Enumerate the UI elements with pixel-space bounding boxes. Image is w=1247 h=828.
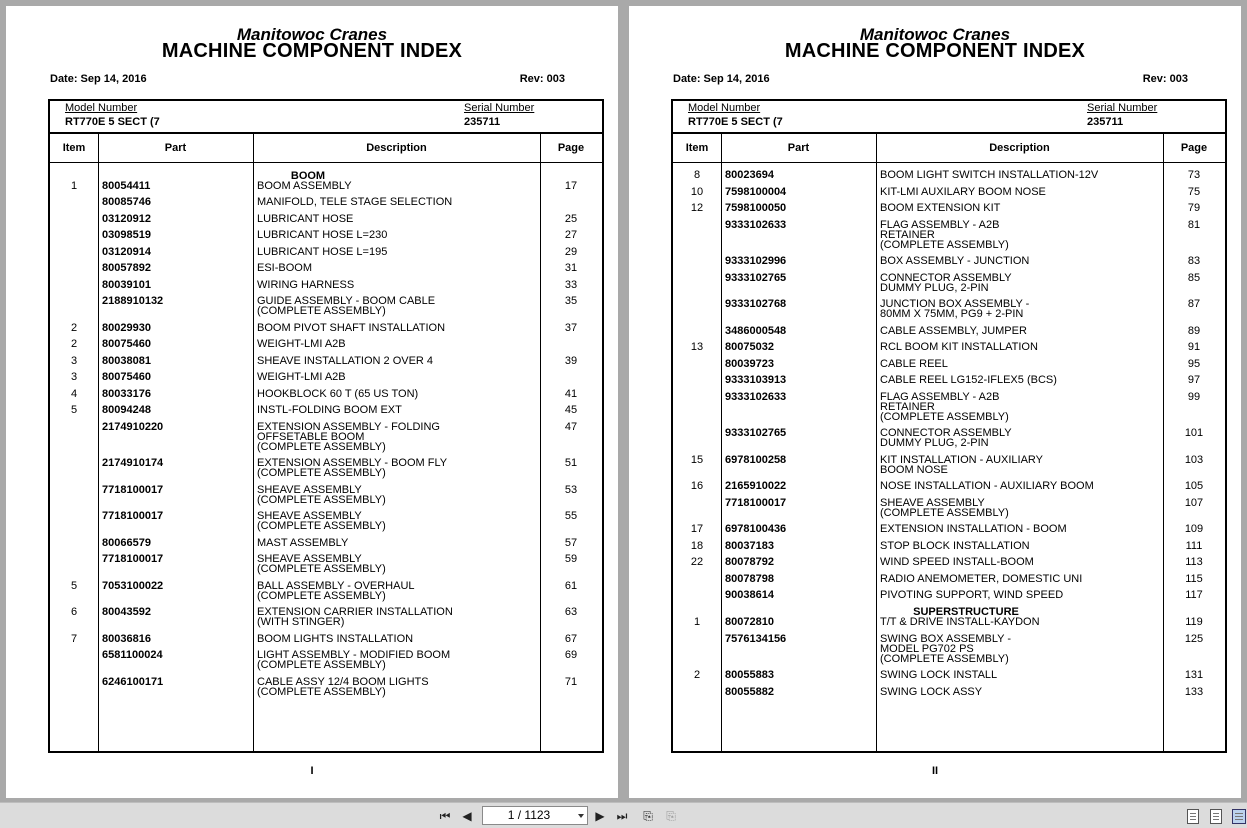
part-number-cell: 80055882 xyxy=(725,686,774,698)
description-cell: CONNECTOR ASSEMBLY DUMMY PLUG, 2-PIN xyxy=(880,427,1012,449)
page-cell[interactable]: 133 xyxy=(1184,686,1204,698)
description-cell: SHEAVE ASSEMBLY (COMPLETE ASSEMBLY) xyxy=(257,510,386,532)
part-number-cell: 7576134156 xyxy=(725,633,787,645)
page-cell[interactable]: 25 xyxy=(564,213,578,225)
page-cell[interactable]: 53 xyxy=(564,484,578,496)
description-cell: WIRING HARNESS xyxy=(257,279,355,291)
description-cell: SHEAVE ASSEMBLY (COMPLETE ASSEMBLY) xyxy=(880,497,1009,519)
description-cell: CABLE ASSY 12/4 BOOM LIGHTS (COMPLETE ASSEMBLY) xyxy=(257,676,429,698)
page-indicator: 1 / 1123 xyxy=(507,808,551,822)
model-number-label: Model Number xyxy=(688,102,761,114)
page-cell[interactable]: 113 xyxy=(1185,556,1203,568)
page-cell[interactable]: 107 xyxy=(1184,497,1204,509)
part-number-cell: 80078792 xyxy=(725,556,774,568)
description-cell: T/T & DRIVE INSTALL-KAYDON xyxy=(880,616,1040,628)
page-cell[interactable]: 109 xyxy=(1184,523,1204,535)
page-cell[interactable]: 37 xyxy=(564,322,578,334)
description-cell: SHEAVE ASSEMBLY (COMPLETE ASSEMBLY) xyxy=(257,484,386,506)
part-number-cell: 80039723 xyxy=(725,358,774,370)
document-revision: Rev: 003 xyxy=(519,73,565,85)
column-header-part: Part xyxy=(164,142,187,154)
part-number-cell: 2174910174 xyxy=(102,457,164,469)
page-number-input[interactable] xyxy=(482,806,588,825)
page-cell[interactable]: 41 xyxy=(564,388,578,400)
description-cell: BOX ASSEMBLY - JUNCTION xyxy=(880,255,1030,267)
item-cell: 2 xyxy=(70,338,78,350)
item-cell: 7 xyxy=(70,633,78,645)
description-cell: EXTENSION ASSEMBLY - BOOM FLY (COMPLETE ASSEMBLY) xyxy=(257,457,448,479)
part-number-cell: 80066579 xyxy=(102,537,151,549)
last-page-icon[interactable]: ⏭ xyxy=(616,809,628,823)
previous-page-icon[interactable]: ◀ xyxy=(462,809,472,823)
page-cell[interactable]: 115 xyxy=(1185,573,1203,585)
part-number-cell: 80094248 xyxy=(102,404,151,416)
page-cell[interactable]: 35 xyxy=(564,295,578,307)
page-cell[interactable]: 95 xyxy=(1187,358,1201,370)
part-number-cell: 6581100024 xyxy=(102,649,163,661)
item-cell: 2 xyxy=(70,322,78,334)
part-number-cell: 7053100022 xyxy=(102,580,164,592)
page-cell[interactable]: 99 xyxy=(1187,391,1201,403)
description-cell: MAST ASSEMBLY xyxy=(257,537,349,549)
description-cell: BOOM PIVOT SHAFT INSTALLATION xyxy=(257,322,446,334)
page-cell[interactable]: 101 xyxy=(1184,427,1204,439)
section-heading: SUPERSTRUCTURE xyxy=(913,606,1019,618)
part-number-cell: 7718100017 xyxy=(102,553,164,565)
part-number-cell: 80078798 xyxy=(725,573,774,585)
first-page-icon[interactable]: ⏮ xyxy=(439,809,451,823)
description-cell: KIT-LMI AUXILARY BOOM NOSE xyxy=(880,186,1046,198)
part-number-cell: 2165910022 xyxy=(725,480,787,492)
description-cell: CABLE REEL LG152-IFLEX5 (BCS) xyxy=(880,374,1057,386)
part-number-cell: 9333102633 xyxy=(725,391,787,403)
go-back-icon[interactable]: ⎘ xyxy=(643,809,653,823)
page-cell[interactable]: 79 xyxy=(1187,202,1201,214)
description-cell: BALL ASSEMBLY - OVERHAUL (COMPLETE ASSEMBLY) xyxy=(257,580,415,602)
part-number-cell: 9333102765 xyxy=(725,427,787,439)
page-cell[interactable]: 73 xyxy=(1187,169,1201,181)
description-cell: FLAG ASSEMBLY - A2B RETAINER (COMPLETE ASSEMBLY) xyxy=(880,219,1009,251)
part-number-cell: 6978100436 xyxy=(725,523,787,535)
company-name: Manitowoc Cranes xyxy=(236,25,388,44)
description-cell: NOSE INSTALLATION - AUXILIARY BOOM xyxy=(880,480,1094,492)
part-number-cell: 2188910132 xyxy=(102,295,164,307)
model-number-value: RT770E 5 SECT (7 xyxy=(688,116,783,128)
part-number-cell: 80072810 xyxy=(725,616,774,628)
part-number-cell: 80038081 xyxy=(102,355,151,367)
model-serial-header xyxy=(50,101,602,134)
part-number-cell: 3486000548 xyxy=(725,325,787,337)
continuous-view-icon[interactable] xyxy=(1210,809,1222,824)
part-number-cell: 80075460 xyxy=(102,338,151,350)
description-cell: PIVOTING SUPPORT, WIND SPEED xyxy=(880,589,1064,601)
document-page-right xyxy=(629,6,1241,798)
document-page-left xyxy=(6,6,618,798)
page-cell[interactable]: 27 xyxy=(564,229,578,241)
description-cell: CABLE REEL xyxy=(880,358,948,370)
page-number: II xyxy=(931,765,939,777)
section-heading: BOOM xyxy=(290,170,326,182)
item-cell: 12 xyxy=(690,202,704,214)
description-cell: WEIGHT-LMI A2B xyxy=(257,338,346,350)
item-cell: 16 xyxy=(690,480,704,492)
part-number-cell: 80033176 xyxy=(102,388,151,400)
item-cell: 15 xyxy=(690,454,704,466)
description-cell: BOOM LIGHT SWITCH INSTALLATION-12V xyxy=(880,169,1099,181)
item-cell: 22 xyxy=(690,556,704,568)
description-cell: GUIDE ASSEMBLY - BOOM CABLE (COMPLETE ASSEMBLY) xyxy=(257,295,436,317)
part-number-cell: 9333103913 xyxy=(725,374,787,386)
page-cell[interactable]: 55 xyxy=(564,510,578,522)
page-cell[interactable]: 51 xyxy=(564,457,578,469)
part-number-cell: 6246100171 xyxy=(102,676,164,688)
page-cell[interactable]: 75 xyxy=(1187,186,1201,198)
description-cell: KIT INSTALLATION - AUXILIARY BOOM NOSE xyxy=(880,454,1044,476)
description-cell: EXTENSION CARRIER INSTALLATION (WITH STINGER) xyxy=(257,606,453,628)
page-cell[interactable]: 85 xyxy=(1187,272,1201,284)
description-cell: LUBRICANT HOSE L=195 xyxy=(257,246,388,258)
page-cell[interactable]: 91 xyxy=(1187,341,1201,353)
document-title: MACHINE COMPONENT INDEX xyxy=(784,40,1086,62)
page-cell[interactable]: 83 xyxy=(1187,255,1201,267)
page-cell[interactable]: 31 xyxy=(564,262,578,274)
page-cell[interactable]: 103 xyxy=(1184,454,1204,466)
chevron-down-icon[interactable] xyxy=(578,814,584,818)
page-cell[interactable]: 111 xyxy=(1185,540,1203,552)
item-cell: 3 xyxy=(70,355,78,367)
description-cell: CONNECTOR ASSEMBLY DUMMY PLUG, 2-PIN xyxy=(880,272,1012,294)
document-date: Date: Sep 14, 2016 xyxy=(50,73,147,85)
page-cell[interactable]: 63 xyxy=(564,606,578,618)
part-number-cell: 03120914 xyxy=(102,246,151,258)
page-cell[interactable]: 87 xyxy=(1187,298,1201,310)
description-cell: BOOM LIGHTS INSTALLATION xyxy=(257,633,414,645)
page-cell[interactable]: 67 xyxy=(564,633,578,645)
page-cell[interactable]: 39 xyxy=(564,355,578,367)
item-cell: 6 xyxy=(70,606,78,618)
serial-number-value: 235711 xyxy=(464,116,501,128)
next-page-icon[interactable]: ▶ xyxy=(595,809,605,823)
item-cell: 5 xyxy=(70,580,78,592)
part-number-cell: 90038614 xyxy=(725,589,774,601)
model-number-label: Model Number xyxy=(65,102,138,114)
document-title: MACHINE COMPONENT INDEX xyxy=(161,40,463,62)
description-cell: RADIO ANEMOMETER, DOMESTIC UNI xyxy=(880,573,1083,585)
description-cell: ESI-BOOM xyxy=(257,262,313,274)
page-cell[interactable]: 29 xyxy=(564,246,578,258)
part-number-cell: 80054411 xyxy=(102,180,151,192)
part-number-cell: 9333102765 xyxy=(725,272,787,284)
page-cell[interactable]: 45 xyxy=(564,404,578,416)
column-header-page: Page xyxy=(557,142,585,154)
part-number-cell: 80055883 xyxy=(725,669,774,681)
description-cell: HOOKBLOCK 60 T (65 US TON) xyxy=(257,388,419,400)
description-cell: LUBRICANT HOSE L=230 xyxy=(257,229,388,241)
page-cell[interactable]: 71 xyxy=(564,676,578,688)
part-number-cell: 80075032 xyxy=(725,341,774,353)
description-cell: EXTENSION INSTALLATION - BOOM xyxy=(880,523,1067,535)
description-cell: EXTENSION ASSEMBLY - FOLDING OFFSETABLE BOOM (COMPLETE ASSEMBLY) xyxy=(257,421,440,453)
description-cell: SHEAVE ASSEMBLY (COMPLETE ASSEMBLY) xyxy=(257,553,386,575)
part-number-cell: 7718100017 xyxy=(102,484,164,496)
serial-number-value: 235711 xyxy=(1087,116,1124,128)
item-cell: 1 xyxy=(693,616,701,628)
description-cell: LUBRICANT HOSE xyxy=(257,213,354,225)
page-cell[interactable]: 117 xyxy=(1185,589,1203,601)
company-name: Manitowoc Cranes xyxy=(859,25,1011,44)
document-revision: Rev: 003 xyxy=(1142,73,1188,85)
item-cell: 4 xyxy=(70,388,78,400)
description-cell: SWING LOCK ASSY xyxy=(880,686,983,698)
part-number-cell: 7598100004 xyxy=(725,186,787,198)
page-cell[interactable]: 89 xyxy=(1187,325,1201,337)
description-cell: JUNCTION BOX ASSEMBLY - 80MM X 75MM, PG9 + 2-PIN xyxy=(880,298,1030,320)
description-cell: LIGHT ASSEMBLY - MODIFIED BOOM (COMPLETE ASSEMBLY) xyxy=(257,649,451,671)
item-cell: 17 xyxy=(690,523,704,535)
component-table xyxy=(48,99,604,753)
part-number-cell: 80036816 xyxy=(102,633,151,645)
item-cell: 18 xyxy=(690,540,704,552)
document-date: Date: Sep 14, 2016 xyxy=(673,73,770,85)
description-cell: FLAG ASSEMBLY - A2B RETAINER (COMPLETE ASSEMBLY) xyxy=(880,391,1009,423)
description-cell: MANIFOLD, TELE STAGE SELECTION xyxy=(257,196,453,208)
part-number-cell: 80057892 xyxy=(102,262,151,274)
part-number-cell: 03098519 xyxy=(102,229,151,241)
part-number-cell: 7718100017 xyxy=(725,497,787,509)
single-page-view-icon[interactable] xyxy=(1187,809,1199,824)
description-cell: WIND SPEED INSTALL-BOOM xyxy=(880,556,1034,568)
description-cell: WEIGHT-LMI A2B xyxy=(257,371,346,383)
column-header-row xyxy=(673,134,1225,163)
part-number-cell: 80023694 xyxy=(725,169,774,181)
page-cell[interactable]: 125 xyxy=(1184,633,1204,645)
description-cell: SWING BOX ASSEMBLY - MODEL PG702 PS (COMPLETE ASSEMBLY) xyxy=(880,633,1012,665)
part-number-cell: 7598100050 xyxy=(725,202,787,214)
viewer-toolbar xyxy=(0,802,1247,828)
column-header-row xyxy=(50,134,602,163)
description-cell: INSTL-FOLDING BOOM EXT xyxy=(257,404,402,416)
part-number-cell: 7718100017 xyxy=(102,510,164,522)
column-header-item: Item xyxy=(62,142,86,154)
item-cell: 10 xyxy=(690,186,704,198)
description-cell: RCL BOOM KIT INSTALLATION xyxy=(880,341,1038,353)
page-cell[interactable]: 119 xyxy=(1185,616,1203,628)
page-cell[interactable]: 97 xyxy=(1187,374,1201,386)
item-cell: 13 xyxy=(690,341,704,353)
part-number-cell: 03120912 xyxy=(102,213,151,225)
part-number-cell: 80075460 xyxy=(102,371,151,383)
model-number-value: RT770E 5 SECT (7 xyxy=(65,116,160,128)
page-cell[interactable]: 47 xyxy=(564,421,578,433)
facing-pages-view-icon[interactable] xyxy=(1232,809,1246,824)
part-number-cell: 80029930 xyxy=(102,322,151,334)
part-number-cell: 80037183 xyxy=(725,540,774,552)
page-cell[interactable]: 17 xyxy=(564,180,578,192)
part-number-cell: 80085746 xyxy=(102,196,151,208)
page-cell[interactable]: 69 xyxy=(564,649,578,661)
description-cell: BOOM EXTENSION KIT xyxy=(880,202,1001,214)
part-number-cell: 9333102633 xyxy=(725,219,787,231)
description-cell: STOP BLOCK INSTALLATION xyxy=(880,540,1030,552)
page-cell[interactable]: 81 xyxy=(1187,219,1201,231)
page-cell[interactable]: 61 xyxy=(564,580,578,592)
serial-number-label: Serial Number xyxy=(464,102,535,114)
part-number-cell: 9333102996 xyxy=(725,255,787,267)
page-number: I xyxy=(310,765,314,777)
part-number-cell: 6978100258 xyxy=(725,454,787,466)
serial-number-label: Serial Number xyxy=(1087,102,1158,114)
description-cell: CABLE ASSEMBLY, JUMPER xyxy=(880,325,1027,337)
description-cell: SHEAVE INSTALLATION 2 OVER 4 xyxy=(257,355,434,367)
page-cell[interactable]: 105 xyxy=(1184,480,1204,492)
column-header-item: Item xyxy=(685,142,709,154)
column-header-description: Description xyxy=(366,142,427,154)
go-forward-icon[interactable]: ⎘ xyxy=(666,809,676,823)
part-number-cell: 2174910220 xyxy=(102,421,164,433)
page-cell[interactable]: 131 xyxy=(1184,669,1204,681)
part-number-cell: 80039101 xyxy=(102,279,151,291)
page-cell[interactable]: 59 xyxy=(564,553,578,565)
part-number-cell: 9333102768 xyxy=(725,298,787,310)
item-cell: 5 xyxy=(70,404,78,416)
column-header-part: Part xyxy=(787,142,810,154)
page-cell[interactable]: 57 xyxy=(564,537,578,549)
description-cell: SWING LOCK INSTALL xyxy=(880,669,998,681)
part-number-cell: 80043592 xyxy=(102,606,151,618)
item-cell: 3 xyxy=(70,371,78,383)
item-cell: 8 xyxy=(693,169,701,181)
column-header-page: Page xyxy=(1180,142,1208,154)
page-cell[interactable]: 33 xyxy=(564,279,578,291)
column-header-description: Description xyxy=(989,142,1050,154)
model-serial-header xyxy=(673,101,1225,134)
component-table xyxy=(671,99,1227,753)
description-cell: BOOM ASSEMBLY xyxy=(257,180,352,192)
item-cell: 1 xyxy=(70,180,78,192)
item-cell: 2 xyxy=(693,669,701,681)
